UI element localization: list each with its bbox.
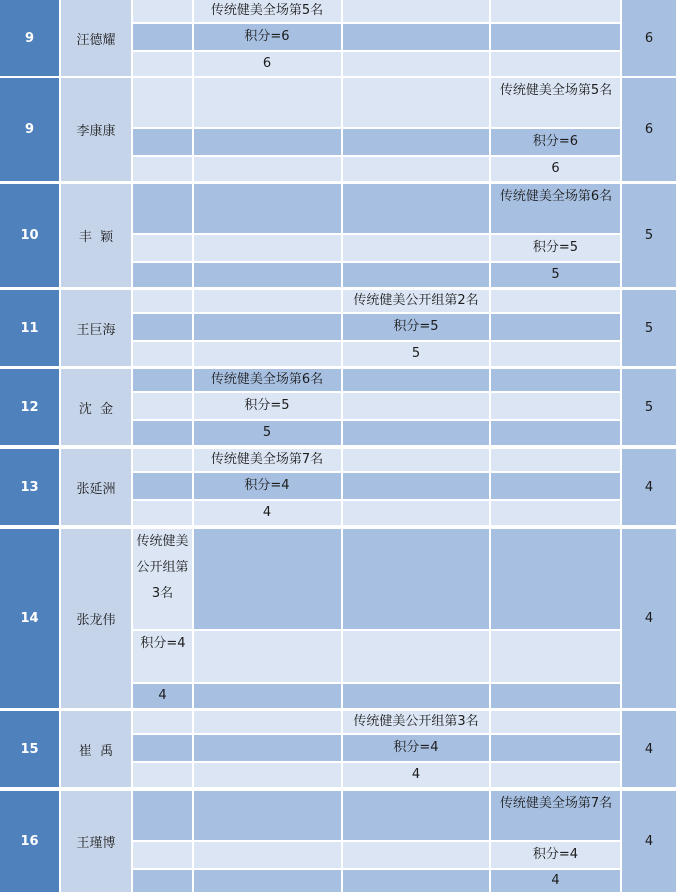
total-cell: 4 — [622, 791, 676, 892]
score-text: 积分=4 — [244, 478, 290, 493]
rank-cell: 11 — [0, 290, 59, 366]
total-cell: 4 — [622, 449, 676, 525]
rank-cell: 13 — [0, 449, 59, 525]
total-cell: 4 — [622, 529, 676, 708]
name-cell: 崔 禹 — [61, 711, 131, 787]
points-text: 6 — [262, 56, 272, 71]
table-row — [0, 369, 676, 445]
table-row — [0, 449, 676, 525]
name-cell: 丰 颖 — [61, 184, 131, 287]
award-text: 传统健美全场第6名 — [499, 189, 613, 204]
award-text: 传统健美全场第7名 — [210, 452, 324, 467]
score-text: 积分=5 — [393, 319, 439, 334]
total-cell: 4 — [622, 711, 676, 787]
points-text: 6 — [551, 161, 560, 176]
award-text: 传统健美全场第5名 — [499, 83, 613, 98]
award-text: 传统健美全场第6名 — [210, 372, 324, 387]
points-text: 5 — [262, 425, 272, 440]
score-text: 积分=4 — [140, 636, 186, 651]
rank-cell: 14 — [0, 529, 59, 708]
table-row — [0, 791, 676, 892]
table-row — [0, 78, 676, 181]
rank-cell: 9 — [0, 0, 59, 76]
name-cell: 李康康 — [61, 78, 131, 181]
name-cell: 张延洲 — [61, 449, 131, 525]
score-text: 积分=4 — [393, 740, 439, 755]
score-text: 积分=5 — [244, 398, 290, 413]
table-row — [0, 711, 676, 787]
total-cell: 5 — [622, 184, 676, 287]
award-text: 传统健美全场第7名 — [499, 796, 613, 811]
name-cell: 张龙伟 — [61, 529, 131, 708]
award-text: 传统健美公开组第2名 — [353, 293, 479, 308]
name-cell: 汪德耀 — [61, 0, 131, 76]
points-text: 4 — [411, 767, 421, 782]
rank-cell: 9 — [0, 78, 59, 181]
points-text: 4 — [262, 505, 272, 520]
score-text: 积分=5 — [532, 240, 579, 255]
score-text: 积分=4 — [532, 847, 579, 862]
total-cell: 5 — [622, 290, 676, 366]
points-text: 5 — [551, 267, 560, 282]
award-text: 传统健美全场第5名 — [210, 3, 324, 18]
name-cell: 王瑾博 — [61, 791, 131, 892]
award-text: 传统健美公开组第3名 — [353, 714, 479, 729]
rank-cell: 12 — [0, 369, 59, 445]
award-text: 传统健美公开组第3名 — [136, 534, 189, 601]
points-text: 4 — [551, 873, 560, 888]
points-text: 4 — [158, 688, 167, 703]
table-row — [0, 0, 676, 76]
score-text: 积分=6 — [244, 29, 290, 44]
rank-cell: 16 — [0, 791, 59, 892]
score-text: 积分=6 — [532, 134, 579, 149]
total-cell: 6 — [622, 0, 676, 76]
table-row — [0, 529, 676, 708]
points-text: 5 — [411, 346, 421, 361]
table-row — [0, 184, 676, 287]
rank-cell: 15 — [0, 711, 59, 787]
total-cell: 6 — [622, 78, 676, 181]
name-cell: 王巨海 — [61, 290, 131, 366]
total-cell: 5 — [622, 369, 676, 445]
table-row — [0, 290, 676, 366]
rank-cell: 10 — [0, 184, 59, 287]
name-cell: 沈 金 — [61, 369, 131, 445]
